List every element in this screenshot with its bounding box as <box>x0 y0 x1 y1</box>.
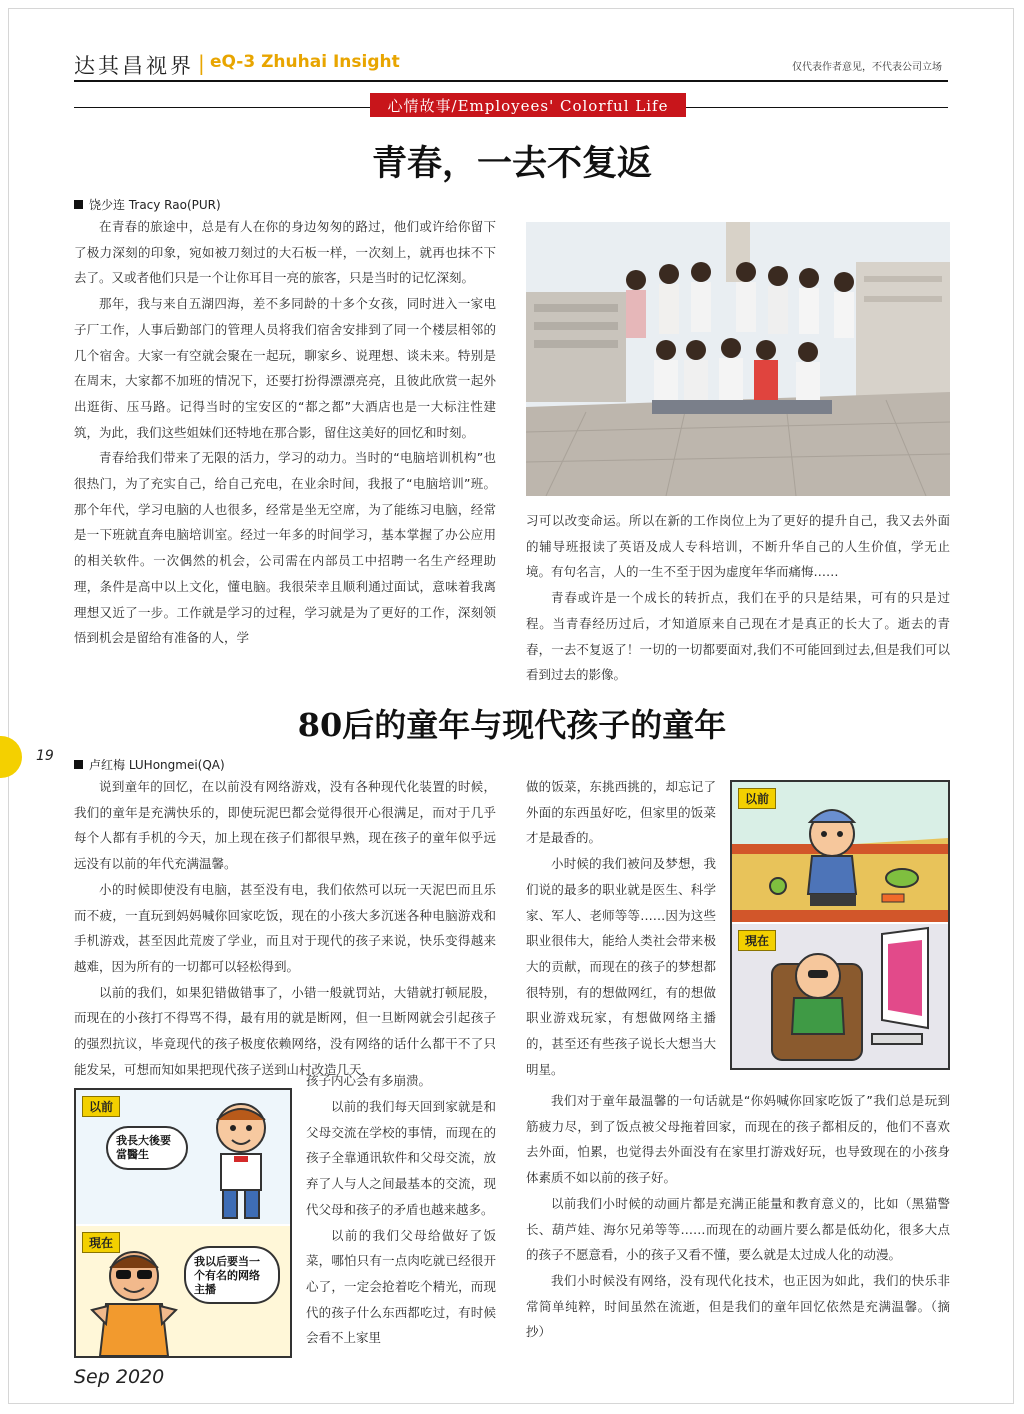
sandbox-illustration <box>732 782 948 922</box>
paragraph: 说到童年的回忆，在以前没有网络游戏，没有各种现代化装置的时候，我们的童年是充满快乐的，即使玩泥巴都会觉得很开心很满足，而对于几乎每个人都有手机的今天，加上现在孩子们都很早熟，现在孩子的童年似乎远远没有以前的年代充满温馨。 <box>74 779 496 872</box>
paragraph: 做的饭菜，东挑西挑的，却忘记了外面的东西虽好吃，但家里的饭菜才是最香的。 <box>526 779 716 846</box>
magazine-name: 达其昌视界 <box>74 54 194 78</box>
page-number: 19 <box>36 748 54 764</box>
magazine-english-name: eQ-3 Zhuhai Insight <box>210 52 400 72</box>
paragraph: 小的时候即使没有电脑，甚至没有电，我们依然可以玩一天泥巴而且乐而不疲，一直玩到妈妈喊你回家吃饭，现在的小孩大多沉迷各种电脑游戏和手机游戏，甚至因此荒废了学业，而且对于现代的孩子来说，快乐变得越来越难，因为所有的一切都可以轻松得到。 <box>74 881 496 974</box>
boy-doctor-illustration <box>196 1098 286 1222</box>
before-tag: 以前 <box>82 1096 120 1117</box>
now-tag: 現在 <box>82 1232 120 1253</box>
cartoon-now-computer-panel <box>732 924 948 1068</box>
header-rule <box>74 80 948 82</box>
before-bubble-text: 我長大後要當醫生 <box>116 1134 171 1161</box>
article2-tail-line <box>306 1068 496 1094</box>
paragraph: 小时候的我们被问及梦想，我们说的最多的职业就是医生、科学家、军人、老师等等……因为这些职业很伟大，能给人类社会带来极大的贡献，而现在的孩子的梦想都很特别，有的想做网红，有的想做职业游戏玩家，有想做网络主播的，甚至还有些孩子说长大想当大明星。 <box>526 856 716 1077</box>
group-photo <box>526 222 950 496</box>
cartoon-before-sandbox-panel <box>732 782 948 922</box>
disclaimer: 仅代表作者意见，不代表公司立场 <box>792 62 942 73</box>
article2-title: 80后的童年与现代孩子的童年 <box>297 706 727 744</box>
article2-author: 卢红梅 LUHongmei(QA) <box>89 758 225 772</box>
issue-date: Sep 2020 <box>74 1366 165 1388</box>
speech-bubble <box>184 1246 280 1304</box>
cartoon-before-panel <box>76 1090 290 1224</box>
article1-left-column <box>74 214 496 651</box>
cartoon-playtime <box>730 780 950 1070</box>
paragraph: 我们对于童年最温馨的一句话就是“你妈喊你回家吃饭了”我们总是玩到筋疲力尽，到了饭点被父母拖着回家，而现在的孩子都相反的，他们不喜欢去外面，怕累，也觉得去外面没有在家里打游戏好玩，也导致现在的小孩身体素质不如以前的孩子好。 <box>526 1093 950 1186</box>
article1-byline <box>74 196 221 213</box>
now-tag: 現在 <box>738 930 776 951</box>
cartoon-career-dream <box>74 1088 292 1358</box>
header-separator: | <box>198 51 205 75</box>
article2-middle-column <box>306 1094 496 1351</box>
before-tag: 以前 <box>738 788 776 809</box>
article1-author: 饶少连 Tracy Rao(PUR) <box>89 198 221 212</box>
paragraph: 青春给我们带来了无限的活力，学习的动力。当时的“电脑培训机构”也很热门，为了充实自己，给自己充电，在业余时间，我报了“电脑培训”班。那个年代，学习电脑的人也很多，经常是坐无空席，为了能练习电脑，经常是一下班就直奔电脑培训室。经过一年多的时间学习，基本掌握了办公应用的相关软件。一次偶然的机会，公司需在内部员工中招聘一名生产经理助理，条件是高中以上文化，懂电脑。我很荣幸且顺利通过面试，意味着我离理想又近了一步。工作就是学习的过程，学习就是为了更好的工作，深刻领悟到机会是留给有准备的人，学 <box>74 450 496 646</box>
section-label: 心情故事/Employees' Colorful Life <box>370 93 686 117</box>
article2-right-top-column <box>526 774 716 1082</box>
speech-bubble <box>106 1126 188 1170</box>
cartoon-now-panel <box>76 1226 290 1356</box>
article2-right-bottom-column <box>526 1088 950 1345</box>
paragraph: 那年，我与来自五湖四海，差不多同龄的十多个女孩，同时进入一家电子厂工作，人事后勤部门的管理人员将我们宿舍安排到了同一个楼层相邻的几个宿舍。大家一有空就会聚在一起玩，聊家乡、说理想、谈未来。特别是在周末，大家都不加班的情况下，还要打扮得漂漂亮亮，且彼此欣赏一起外出逛街、压马路。记得当时的宝安区的“都之都”大酒店也是一大标注性建筑，为此，我们这些姐妹们还特地在那合影，留住这美好的回忆和时刻。 <box>74 296 496 440</box>
paragraph: 青春或许是一个成长的转折点，我们在乎的只是结果，可有的只是过程。当青春经历过后，才知道原来自己现在才是真正的长大了。逝去的青春，一去不复返了！一切的一切都要面对,我们不可能回到过去,但是我们可以看到过去的影像。 <box>526 590 950 683</box>
now-bubble-text: 我以后要当一个有名的网络主播 <box>194 1255 260 1296</box>
article2-left-column <box>74 774 496 1082</box>
child-gaming-illustration <box>732 924 948 1068</box>
paragraph: 孩子内心会有多崩溃。 <box>306 1073 432 1088</box>
group-photo-illustration <box>526 222 950 496</box>
boy-sunglasses-illustration <box>86 1240 182 1356</box>
paragraph: 以前我们小时候的动画片都是充满正能量和教育意义的，比如（黑猫警长、葫芦娃、海尔兄弟等等……而现在的动画片要么都是低幼化，很多大点的孩子不愿意看，小的孩子又看不懂，要么就是太过成人化的动漫。 <box>526 1195 950 1263</box>
paragraph: 我们小时候没有网络，没有现代化技术，也正因为如此，我们的快乐非常简单纯粹，时间虽然在流逝，但是我们的童年回忆依然是充满温馨。（摘抄） <box>526 1272 950 1340</box>
article1-right-column <box>526 508 950 688</box>
paragraph: 以前的我们父母给做好了饭菜，哪怕只有一点肉吃就已经很开心了，一定会抢着吃个精光，而现代的孩子什么东西都吃过，有时候会看不上家里 <box>306 1227 496 1346</box>
article2-byline <box>74 756 225 773</box>
paragraph: 以前的我们，如果犯错做错事了，小错一般就罚站，大错就打顿屁股，而现在的小孩打不得骂不得，最有用的就是断网，但一旦断网就会引起孩子的强烈抗议，毕竟现代的孩子极度依赖网络，没有网络的话什么都干不了只能发呆，可想而知如果把现代孩子送到山村改造几天， <box>74 984 496 1077</box>
article1-title: 青春，一去不复返 <box>371 143 652 184</box>
paragraph: 在青春的旅途中，总是有人在你的身边匆匆的路过，他们或许给你留下了极力深刻的印象，宛如被刀刻过的大石板一样，一次刻上，就再也抹不下去了。又或者他们只是一个让你耳目一亮的旅客，只是当时的记忆深刻。 <box>74 219 496 286</box>
paragraph: 习可以改变命运。所以在新的工作岗位上为了更好的提升自己，我又去外面的辅导班报读了英语及成人专科培训，不断升华自己的人生价值，学无止境。有句名言，人的一生不至于因为虚度年华而痛悔…… <box>526 513 950 580</box>
paragraph: 以前的我们每天回到家就是和父母交流在学校的事情，而现在的孩子全靠通讯软件和父母交流，放弃了人与人之间最基本的交流，现代父母和孩子的矛盾也越来越多。 <box>306 1099 496 1217</box>
